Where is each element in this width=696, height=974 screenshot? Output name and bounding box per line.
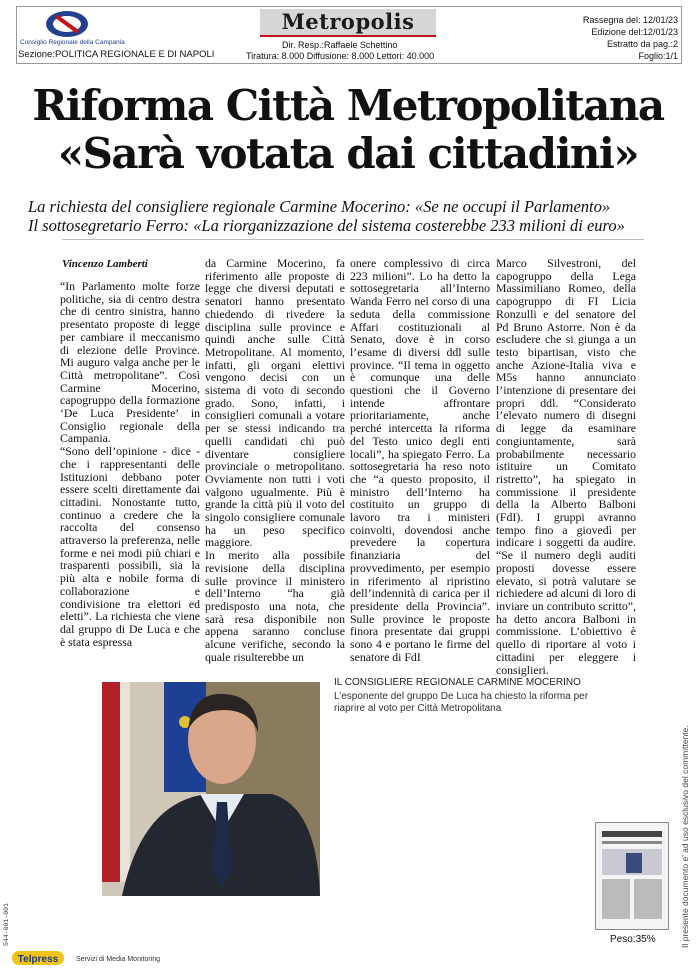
byline: Vincenzo Lamberti	[62, 258, 148, 270]
weight-percent: Peso:35%	[610, 934, 656, 945]
article-column-1: “In Parlamento molte forze politiche, sia di centro destra che di centro sinistra, hanno presentato proposte di legge per cambiare il meccanismo di elezione delle Province. Mi auguro valga anche per le Città metropolitane”. Così Carmine Mocerino, capogruppo della formazione ‘De Luca Presidente’ in Consiglio regionale della Campania. “Sono dell’opinione - dice - che i rappresentanti delle Istituzioni debbano poter essere scelti direttamente dai cittadini. Nonostante tutto, continuo a credere che la raccolta del consenso attraverso la preferenza, nelle forme e nei modi più chiari e trasparenti possibili, sia la più alta e nobile forma di collaborazione e condivisione tra elettori ed eletti”. La richiesta che viene dal gruppo di De Luca e che è stata espressa	[60, 279, 200, 649]
divider	[62, 239, 644, 240]
regione-campania-logo-icon	[44, 10, 90, 38]
region-name: Consiglio Regionale della Campania	[20, 39, 125, 46]
circulation-line: Tiratura: 8.000 Diffusione: 8.000 Lettori: 40.000	[246, 51, 435, 61]
usage-note: Il presente documento e' ad uso esclusivo del committente.	[680, 725, 690, 948]
sheet-count: Foglio:1/1	[638, 51, 678, 61]
headline-line-2: «Sarà votata dai cittadini»	[57, 129, 639, 178]
document-code: 544-001-001	[3, 903, 10, 946]
article-column-4: Marco Silvestroni, del capogruppo della Lega Massimiliano Romeo, della capogruppo di FI Licia Ronzulli e del senatore del Pd Bruno Astorre. Non è da escludere che si giunga a un testo bipartisan, visto che anche Azione-Italia viva e M5s hanno annunciato l’intenzione di presentare dei propri ddl. “Considerato l’elevato numero di disegni di legge da esaminare congiuntamente, sarà probabilmente necessario istituire un Comitato ristretto”, ha spiegato in commissione il presidente della la Alberto Balboni (FdI). I gruppi avranno tempo fino a giovedì per indicare i soggetti da audire. “Se il numero degli auditi proposti dovesse essere elevato, si potrà valutare se richiedere ad alcuni di loro di inviare un contributo scritto”, ha detto ancora Balboni in commissione. L’obiettivo è quello di riportare al voto i cittadini per eleggere i consiglieri.	[496, 256, 636, 677]
article-column-2: da Carmine Mocerino, fa riferimento alle proposte di legge che diversi deputati e senatori hanno presentato chiedendo di rivedere la disciplina sulle province e quindi anche sulle Città Metropolitane. Al momento, infatti, gli organi elettivi vengono decisi con un sistema di voto di secondo grado. Sono, infatti, i consiglieri comunali a votare per se stessi indicando tra quelli candidati chi può diventare consigliere provinciale o metropolitano. Ovviamente non tutti i voti valgono ugualmente. Più è grande la città più il voto del singolo consigliere comunale ha un peso specifico maggiore. In merito alla possibile revisione della disciplina sulle province il ministero dell’Interno “ha già predisposto una nota, che sarà resa disponibile non appena saranno concluse alcune verifiche, secondo la quale risulterebbe un	[205, 256, 345, 664]
newspaper-masthead	[260, 9, 436, 37]
photo-caption-body: L’esponente del gruppo De Luca ha chiesto la riforma per riaprire al voto per Città Metropolitana	[334, 691, 589, 714]
director-line: Dir. Resp.:Raffaele Schettino	[282, 40, 398, 50]
subheadline-line-2: Il sottosegretario Ferro: «La riorganizzazione del sistema costerebbe 233 milioni di euro»	[28, 216, 625, 235]
service-tagline: Servizi di Media Monitoring	[76, 956, 161, 963]
masthead-title: Metropolis	[281, 9, 415, 34]
edition-date: Edizione del:12/01/23	[591, 27, 678, 37]
rassegna-date: Rassegna del: 12/01/23	[582, 15, 678, 25]
telpress-logo-icon	[12, 950, 64, 966]
headline-line-1: Riforma Città Metropolitana	[32, 81, 664, 130]
section-label: Sezione:POLITICA REGIONALE E DI NAPOLI	[18, 49, 215, 60]
photo-caption-heading: IL CONSIGLIERE REGIONALE CARMINE MOCERINO	[334, 677, 581, 688]
page-extract: Estratto da pag.:2	[606, 39, 678, 49]
portrait-photo	[102, 682, 320, 896]
article-column-3: onere complessivo di circa 223 milioni”. Lo ha detto la sottosegretaria all’Interno Wanda Ferro nel corso di una seduta della commissione Affari costituzionali al Senato, dove è in corso l’esame di diversi ddl sulle province. “Il tema in oggetto è comunque una delle questioni che il Governo intende affrontare prioritariamente, anche perché intercetta la riforma del Testo unico degli enti locali”, ha spiegato Ferro. La sottosegretaria ha reso noto che “a questo proposito, il ministro dell’Interno ha costituito un gruppo di lavoro tra i ministeri coinvolti, dovendosi anche prevedere la copertura finanziaria del provvedimento, per esempio in riferimento al ripristino dell’indennità di carica per il presidente della Provincia”. Sulle province le proposte finora presentate dai gruppi sono 4 e portano le firme del senatore di FdI	[350, 256, 490, 664]
page-thumbnail	[595, 822, 669, 930]
svg-text:Telpress: Telpress	[17, 954, 59, 965]
subheadline-line-1: La richiesta del consigliere regionale Carmine Mocerino: «Se ne occupi il Parlamento»	[28, 197, 611, 216]
